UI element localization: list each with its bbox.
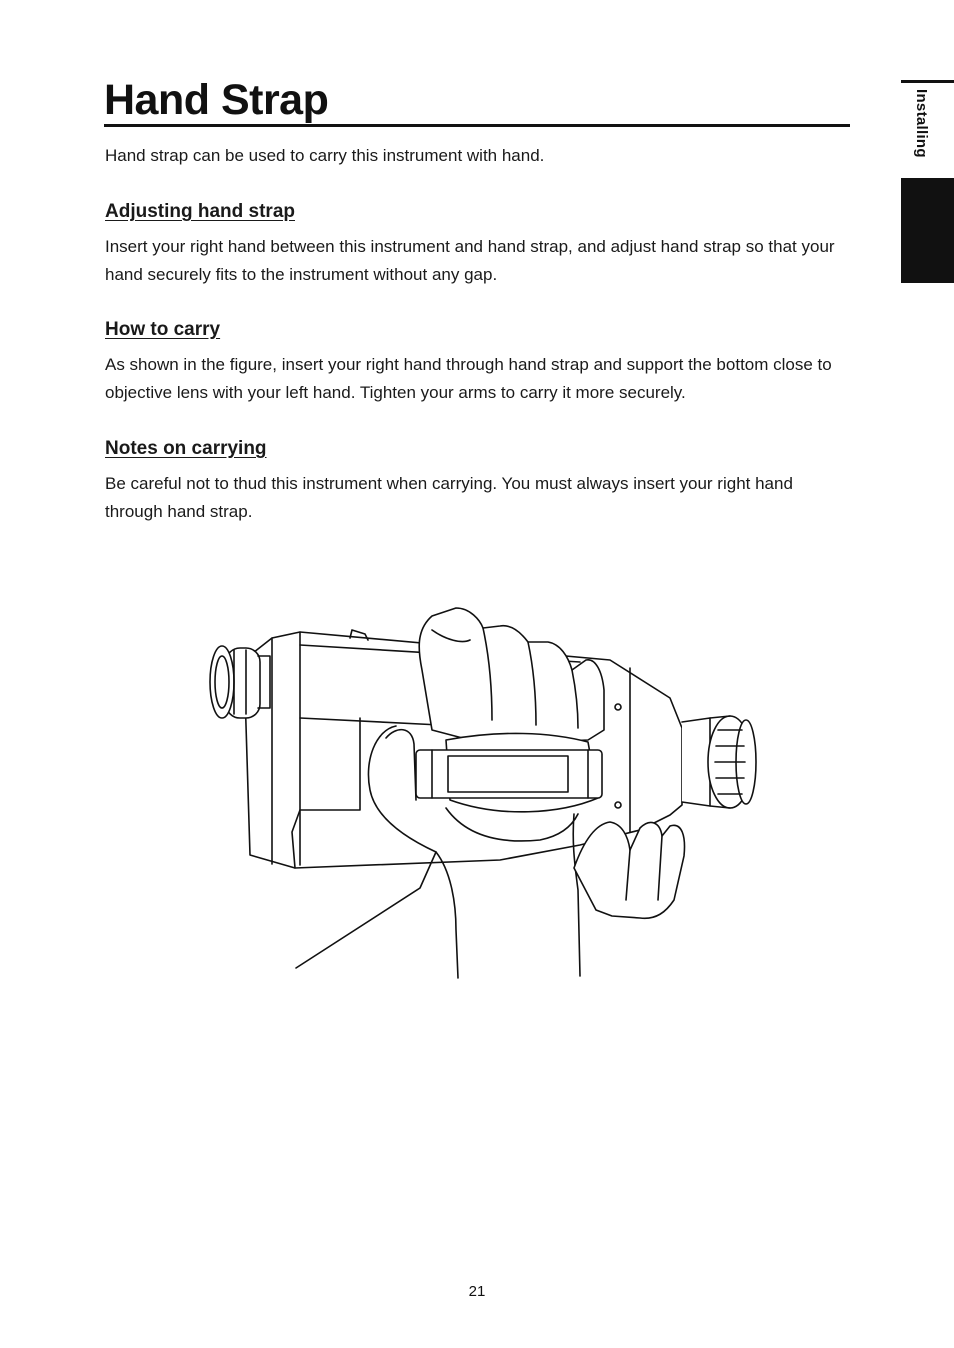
left-hand: [574, 822, 684, 918]
side-tab-label[interactable]: Installing: [913, 89, 930, 158]
section-heading-how-to-carry: How to carry: [105, 319, 221, 340]
section-heading-adjusting: Adjusting hand strap: [105, 201, 295, 222]
objective-lens: [682, 716, 756, 808]
title-rule: [104, 124, 850, 127]
intro-text: Hand strap can be used to carry this instrument with hand.: [105, 146, 545, 165]
side-tab-block: [901, 178, 954, 283]
hand-strap-illustration: [200, 600, 770, 985]
side-tab-bar: [901, 80, 954, 83]
left-forearm: [296, 852, 436, 968]
section-text-adjusting: Insert your right hand between this instrument and hand strap, and adjust hand strap so that your hand securely fits to the instrument without any gap.: [105, 237, 835, 284]
section-heading-notes: Notes on carrying: [105, 438, 267, 459]
section-text-how-to-carry: As shown in the figure, insert your right hand through hand strap and support the bottom close to objective lens with your left hand. Tighten your arms to carry it more securely.: [105, 355, 832, 402]
right-hand-fingers: [419, 608, 604, 742]
page-title: Hand Strap: [104, 76, 329, 124]
page-number: 21: [468, 1283, 486, 1300]
section-text-notes: Be careful not to thud this instrument when carrying. You must always insert your right hand through hand strap.: [105, 474, 793, 521]
